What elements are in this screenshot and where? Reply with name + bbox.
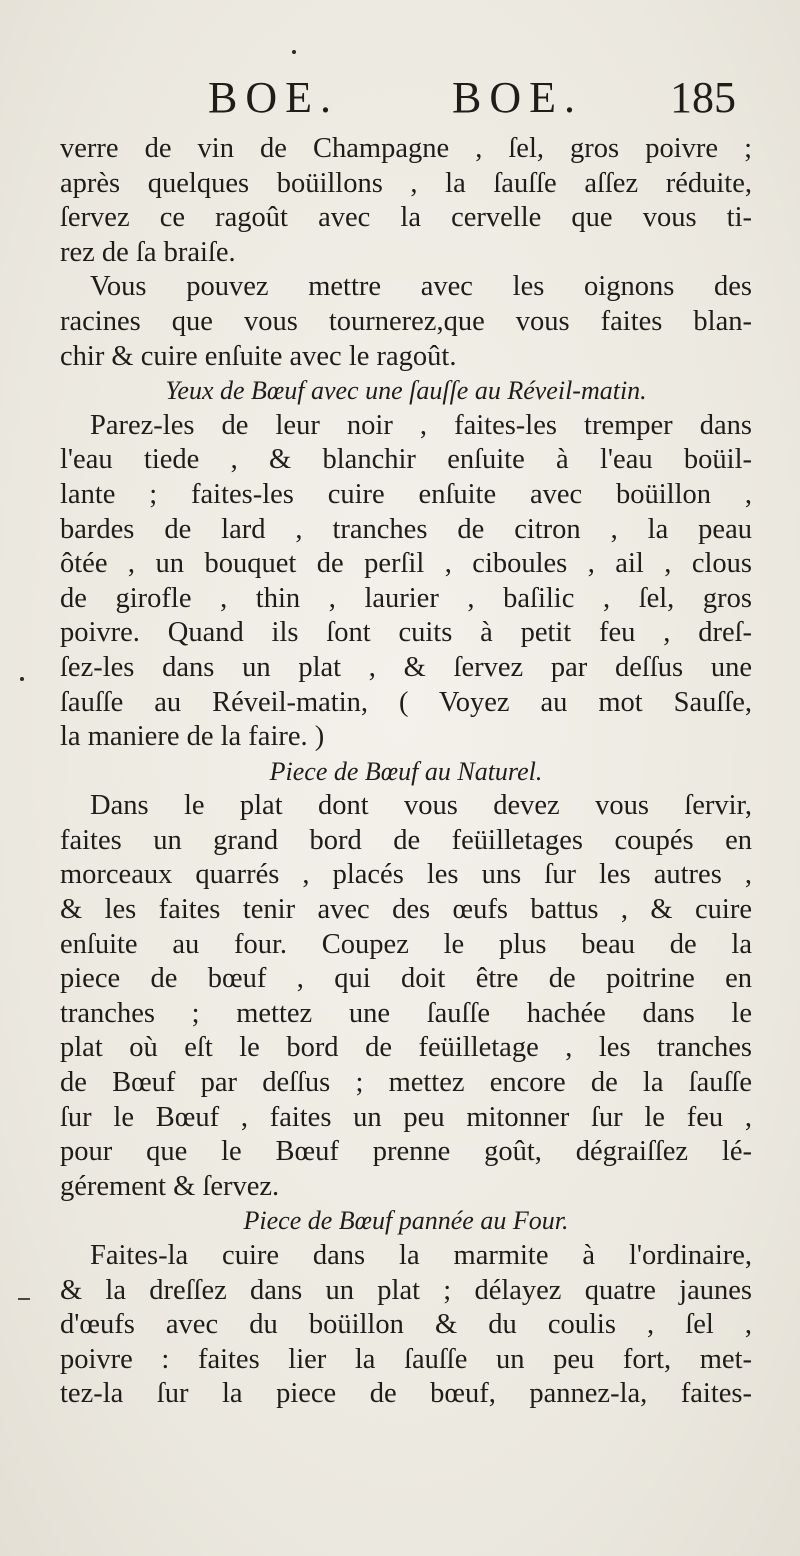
- text-line: poivre. Quand ils ſont cuits à petit feu , dreſ-: [60, 617, 752, 649]
- body-text: [60, 132, 752, 1412]
- section-heading: Yeux de Bœuf avec une ſauſſe au Réveil-matin.: [165, 376, 647, 406]
- text-line: & les faites tenir avec des œufs battus , & cuire: [60, 894, 752, 926]
- text-line: Dans le plat dont vous devez vous ſervir,: [90, 790, 752, 822]
- section-heading: Piece de Bœuf au Naturel.: [269, 756, 543, 786]
- text-line: ſervez ce ragoût avec la cervelle que vous ti-: [60, 202, 752, 234]
- text-line: morceaux quarrés , placés les uns ſur les autres ,: [60, 859, 752, 891]
- text-line: Parez-les de leur noir , faites-les tremper dans: [90, 409, 752, 441]
- text-line: ſauſſe au Réveil-matin, ( Voyez au mot Sauſſe,: [60, 686, 752, 718]
- section-heading: Piece de Bœuf pannée au Four.: [243, 1206, 569, 1236]
- text-line: chir & cuire enſuite avec le ragoût.: [60, 340, 457, 372]
- text-line: racines que vous tournerez,que vous faites blan-: [60, 305, 752, 337]
- text-line: poivre : faites lier la ſauſſe un peu fort, met-: [60, 1343, 752, 1375]
- text-line: lante ; faites-les cuire enſuite avec boüillon ,: [60, 478, 752, 510]
- text-line: pour que le Bœuf prenne goût, dégraiſſez lé-: [60, 1136, 752, 1168]
- text-line: tez-la ſur la piece de bœuf, pannez-la, faites-: [60, 1378, 752, 1410]
- text-line: piece de bœuf , qui doit être de poitrine en: [60, 963, 752, 995]
- text-line: l'eau tiede , & blanchir enſuite à l'eau boüil-: [60, 444, 752, 476]
- running-head: [60, 72, 760, 128]
- ink-dash-icon: [18, 1298, 30, 1300]
- text-line: Faites-la cuire dans la marmite à l'ordinaire,: [90, 1240, 752, 1271]
- text-line: ſur le Bœuf , faites un peu mitonner ſur le feu ,: [60, 1101, 752, 1133]
- ink-speck-icon: [292, 50, 296, 54]
- text-line: ôtée , un bouquet de perſil , ciboules , ail , clous: [60, 548, 752, 580]
- text-line: de Bœuf par deſſus ; mettez encore de la ſauſſe: [60, 1067, 752, 1099]
- text-line: & la dreſſez dans un plat ; délayez quatre jaunes: [60, 1274, 752, 1306]
- text-line: de girofle , thin , laurier , baſilic , ſel, gros: [60, 582, 752, 614]
- text-line: ſez-les dans un plat , & ſervez par deſſus une: [60, 651, 752, 683]
- running-head-left: BOE.: [208, 73, 339, 122]
- text-line: tranches ; mettez une ſauſſe hachée dans le: [60, 997, 752, 1029]
- text-line: Vous pouvez mettre avec les oignons des: [90, 271, 752, 303]
- text-line: bardes de lard , tranches de citron , la peau: [60, 513, 752, 545]
- text-line: après quelques boüillons , la ſauſſe aſſez réduite,: [60, 167, 752, 199]
- text-line: verre de vin de Champagne , ſel, gros poivre ;: [60, 133, 752, 164]
- text-line: plat où eſt le bord de feüilletage , les tranches: [60, 1032, 752, 1064]
- running-head-center: BOE.: [452, 73, 583, 122]
- page-number: 185: [670, 73, 736, 122]
- text-line: la maniere de la faire. ): [60, 721, 325, 753]
- text-line: rez de ſa braiſe.: [60, 236, 236, 268]
- text-line: gérement & ſervez.: [60, 1170, 280, 1202]
- text-line: faites un grand bord de feüilletages coupés en: [60, 824, 752, 856]
- ink-speck-icon: [20, 677, 24, 681]
- text-line: enſuite au four. Coupez le plus beau de la: [60, 928, 752, 960]
- text-line: d'œufs avec du boüillon & du coulis , ſel ,: [60, 1309, 752, 1341]
